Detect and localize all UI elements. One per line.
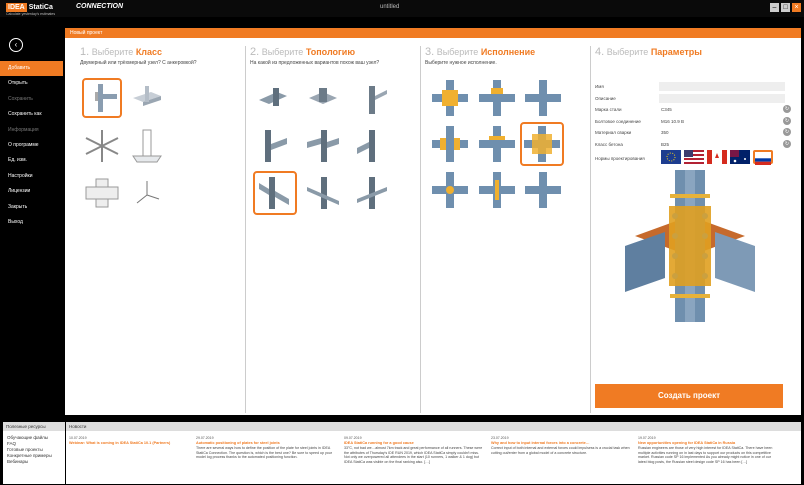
class-tile-3d-beams[interactable] [127, 78, 167, 118]
param-row-weld[interactable]: Материал сварки 350 ↻ [595, 129, 790, 135]
resource-link[interactable]: Конкретные примеры [7, 453, 52, 458]
reset-icon[interactable]: ↻ [784, 140, 790, 147]
topology-tile[interactable] [303, 82, 343, 122]
brand-badge: IDEA [8, 4, 25, 11]
sidebar-menu [0, 61, 63, 230]
minimize-icon[interactable]: – [770, 3, 779, 12]
variant-tile[interactable] [477, 124, 517, 164]
sidebar-item-info: Информация [8, 126, 39, 133]
resource-link[interactable]: Обучающие файлы [7, 435, 48, 440]
topology-tile[interactable] [351, 173, 391, 213]
param-row-name: Имя [595, 82, 793, 94]
news-panel [66, 422, 801, 484]
panel-header [65, 28, 801, 38]
topology-tile[interactable] [253, 126, 293, 166]
class-tile-2d-frame[interactable] [82, 78, 122, 118]
class-tile-spatial[interactable] [82, 173, 122, 213]
flag-au-icon[interactable] [730, 150, 750, 164]
param-row-codes: Нормы проектирования [595, 156, 645, 161]
class-tile-column-base[interactable] [127, 126, 167, 166]
resource-link[interactable]: Вебинары [7, 459, 29, 464]
product-name: StatiCa [28, 4, 53, 11]
step-3-hint: Выберите нужное исполнение. [425, 60, 497, 66]
sidebar [0, 28, 63, 418]
name-input[interactable] [659, 82, 785, 91]
class-tile-truss[interactable] [82, 126, 122, 166]
news-item[interactable]: 19.07.2019 New opportunities opening for IDEA StatiCa in Russia Russian engineers are those of very high interest for IDEA StatiCa. There have been multiple activities running on in last days to support our products on this competitive market. Russian code SP 16 implemented As you already might notice in one of our latest blog posts, the Russian steel design code SP 16 has been […] [638, 436, 773, 464]
topology-tile[interactable] [303, 173, 343, 213]
flag-ca-icon[interactable] [707, 150, 727, 164]
variant-tile[interactable] [430, 78, 470, 118]
sidebar-item-close[interactable]: Закрыть [8, 203, 28, 210]
code-flags [661, 150, 773, 164]
step-1-hint: Двумерный или трёхмерный узел? С анкеровкой? [80, 60, 197, 66]
resource-link[interactable]: Готовые проекты [7, 447, 43, 452]
sidebar-item-settings[interactable]: Настройки [8, 172, 33, 179]
connection-preview[interactable] [615, 166, 765, 326]
variant-tile[interactable] [430, 170, 470, 210]
class-tile-axes[interactable] [127, 173, 167, 213]
sidebar-item-open[interactable]: Открыть [8, 80, 28, 87]
sidebar-item-about[interactable]: О программе [8, 141, 39, 148]
variant-tile[interactable] [430, 124, 470, 164]
flag-ru-icon[interactable] [753, 150, 773, 164]
maximize-icon[interactable]: □ [781, 3, 790, 12]
flag-us-icon[interactable] [684, 150, 704, 164]
param-row-steel[interactable]: Марка стали C345 ↻ [595, 106, 790, 112]
topology-tile[interactable] [351, 82, 391, 122]
topology-tile[interactable] [253, 82, 293, 122]
divider [245, 46, 246, 413]
topology-tile[interactable] [351, 126, 391, 166]
step-3-heading: 3. Выберите Исполнение [425, 46, 536, 58]
create-project-button[interactable]: Создать проект [595, 384, 783, 408]
sidebar-item-exit[interactable]: Выход [8, 218, 23, 225]
divider [420, 46, 421, 413]
news-item[interactable]: 29.07.2019 Automatic positioning of plates for steel joints There are several ways how to define the position of the plate for steel joints in IDEA StatiCa Connection. The question is, which is the best one? Be sure to speed up your model log process thanks to the automated positioning function. [196, 436, 332, 459]
app-logo [6, 3, 56, 16]
close-icon[interactable]: × [792, 3, 801, 12]
news-item[interactable]: 23.07.2019 Why and how to input internal forces into a concrete… Correct input of both internal and external forces could impulsess is a crucial task when cutting out/enter from a global model of a concrete structure. [491, 436, 630, 455]
divider [590, 46, 591, 413]
variant-tile[interactable] [523, 78, 563, 118]
resources-panel [3, 422, 65, 484]
variant-tile[interactable] [477, 78, 517, 118]
variant-tile[interactable] [477, 170, 517, 210]
step-2-hint: На какой из предложенных вариантов похож ваш узел? [250, 60, 380, 66]
sidebar-item-save: Сохранить [8, 95, 33, 102]
wizard-panel [65, 38, 801, 415]
panel-title: Новый проект [70, 30, 103, 36]
step-2-heading: 2. Выберите Топологию [250, 46, 356, 58]
resources-title: Полезные ресурсы [3, 422, 65, 431]
param-row-concrete[interactable]: Класс бетона B25 ↻ [595, 140, 790, 147]
topology-tile[interactable] [303, 126, 343, 166]
topology-tile-selected[interactable] [253, 171, 297, 215]
sidebar-item-save-as[interactable]: Сохранить как [8, 111, 42, 118]
description-input[interactable] [659, 94, 785, 103]
step-4-heading: 4. Выберите Параметры [595, 46, 702, 58]
reset-icon[interactable]: ↻ [784, 106, 790, 112]
news-title: Новости [66, 422, 801, 431]
reset-icon[interactable]: ↻ [784, 117, 790, 124]
step-1-heading: 1. Выберите Класс [80, 46, 163, 58]
document-title: untitled [380, 4, 400, 10]
news-item[interactable]: 10.07.2019 Webinar: What is coming in IDEA StatiCa 10.1 (Partners) [69, 436, 171, 445]
variant-tile-selected[interactable] [520, 122, 564, 166]
flag-eu-icon[interactable] [661, 150, 681, 164]
tagline: Calculate yesterday's estimates [6, 12, 56, 16]
param-row-bolts[interactable]: Болтовое соединение M16 10.9 B ↻ [595, 117, 790, 124]
resource-link[interactable]: FAQ [7, 441, 17, 446]
news-item[interactable]: 09.07.2019 IDEA StatiCa running for a good cause 33°C, not bad we…almost 7km track and great performance of all runners. These were the attributes of Thursday's IDE RUN 2019, which IDEA StatiCa simply couldn't miss. Not only we overpowered all attendees in the start (10 runners, 1 walker & 1 dog) but IDEA StatiCa was visible on the final ranking also. […] [344, 436, 483, 464]
variant-tile[interactable] [523, 170, 563, 210]
title-bar [0, 0, 804, 17]
param-row-description: Описание [595, 94, 793, 106]
sidebar-item-units[interactable]: Ед. изм. [8, 157, 27, 164]
module-name: CONNECTION [76, 3, 124, 10]
back-arrow-icon[interactable]: ‹ [9, 38, 23, 52]
sidebar-item-licenses[interactable]: Лицензии [8, 188, 31, 195]
sidebar-item-new[interactable]: Добавить [0, 61, 63, 76]
reset-icon[interactable]: ↻ [784, 129, 790, 135]
